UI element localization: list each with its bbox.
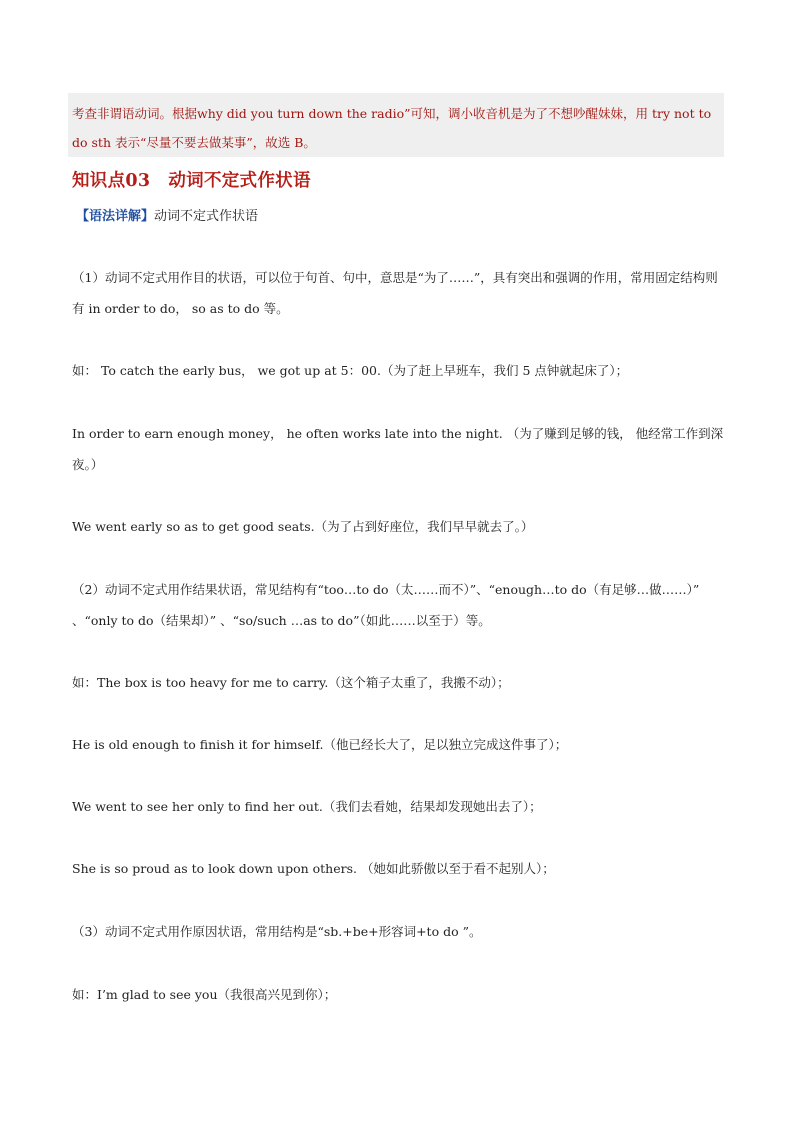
example-glad-to-see: 如：I’m glad to see you（我很高兴见到你）； [72, 987, 337, 1002]
answer-explanation-box [68, 93, 724, 157]
answer-line-2: do sth 表示“尽量不要去做某事”，故选 B。 [72, 135, 316, 150]
knowledge-point-heading [72, 167, 311, 192]
example-find-her-out: We went to see her only to find her out.（我们去看她，结果却发现她出去了）； [72, 799, 542, 814]
paragraph-result: （2）动词不定式用作结果状语，常见结构有“too…to do（太……而不）”、“enough…to do（有足够…做……）” 、“only to do（结果却）” 、“so/such …as to do”（如此……以至于）等。 [72, 582, 700, 628]
grammar-detail-tag: 【语法详解】 [76, 209, 155, 224]
example-good-seats: We went early so as to get good seats.（为了占到好座位，我们早早就去了。） [72, 519, 534, 534]
knowledge-point-number: 知识点03 [72, 171, 151, 191]
example-so-proud: She is so proud as to look down upon others. （她如此骄傲以至于看不起别人）； [72, 861, 555, 876]
example-catch-bus: 如： To catch the early bus， we got up at 5：00.（为了赶上早班车，我们 5 点钟就起床了）； [72, 363, 629, 378]
example-earn-money: In order to earn enough money， he often works late into the night. （为了赚到足够的钱， 他经常工作到深夜。） [72, 426, 724, 472]
answer-line-1: 考查非谓语动词。根据why did you turn down the radio”可知，调小收音机是为了不想吵醒妹妹，用 try not to [72, 106, 712, 121]
grammar-detail-text: 动词不定式作状语 [154, 209, 259, 224]
knowledge-point-title: 动词不定式作状语 [168, 171, 311, 191]
grammar-detail-heading [76, 205, 258, 224]
example-box-heavy: 如：The box is too heavy for me to carry.（这个箱子太重了，我搬不动）； [72, 675, 510, 690]
paragraph-cause: （3）动词不定式用作原因状语，常用结构是“sb.+be+形容词+to do ”。 [72, 924, 482, 939]
example-old-enough: He is old enough to finish it for himself.（他已经长大了，足以独立完成这件事了）； [72, 737, 568, 752]
paragraph-purpose: （1）动词不定式用作目的状语，可以位于句首、句中，意思是“为了……”，具有突出和强调的作用，常用固定结构则有 in order to do， so as to do 等。 [72, 270, 718, 316]
